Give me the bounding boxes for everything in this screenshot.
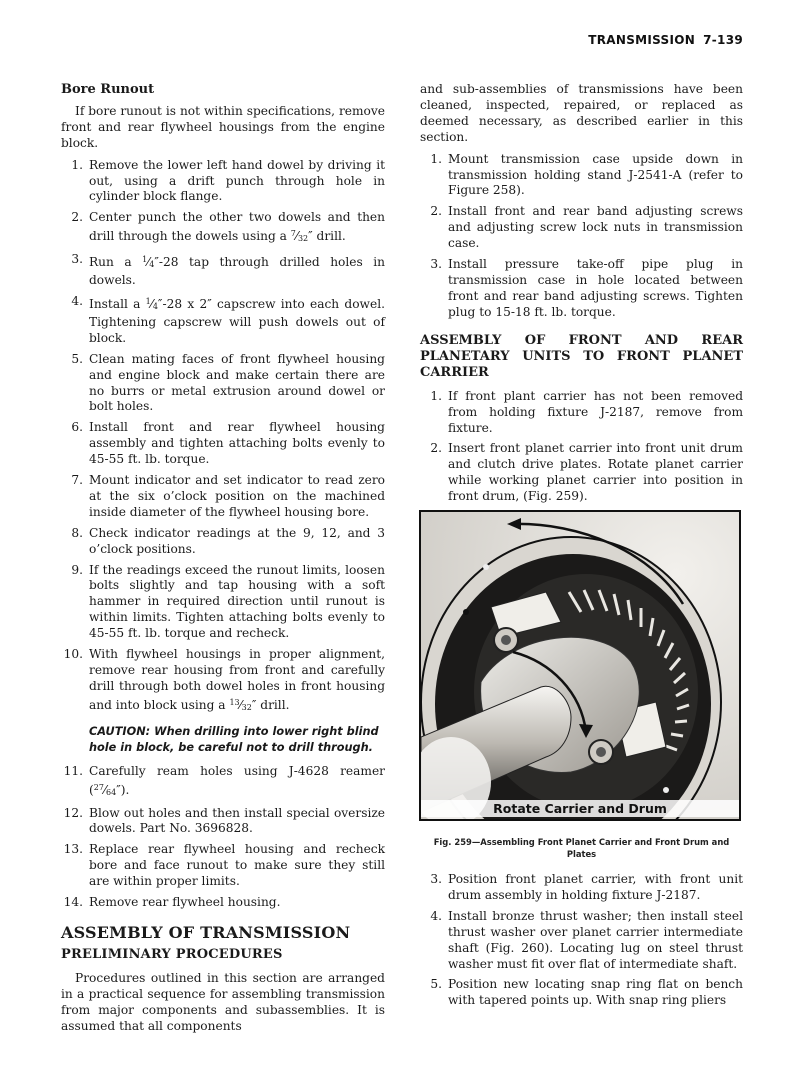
step-number: 7. xyxy=(71,473,83,488)
bore-runout-steps-continued xyxy=(61,764,385,911)
step-text: Carefully ream holes using J-4628 reamer $(^{27}⁄_{64}'')$. xyxy=(89,763,385,797)
fraction-denominator: 32 xyxy=(297,234,309,244)
list-item xyxy=(420,977,743,1009)
step-number: 10. xyxy=(63,647,83,662)
list-item xyxy=(61,473,385,521)
right-column-lower xyxy=(420,872,743,1014)
list-item xyxy=(420,257,743,321)
step-text-segment: Center punch the other two dowels and then drill through the dowels using a xyxy=(89,210,385,244)
list-item xyxy=(61,842,385,890)
section-title: TRANSMISSION xyxy=(588,33,696,47)
preliminary-text: Procedures outlined in this section are arranged in a practical sequence for assembling transmission from major components and subassemblies. It is assumed that all components xyxy=(61,970,385,1033)
step-text-segment: Remove the lower left hand dowel by driving it out, using a drift punch through hole in cylinder block flange. xyxy=(89,157,385,204)
list-item xyxy=(61,420,385,468)
step-number: 4. xyxy=(430,908,442,923)
step-text: If front plant carrier has not been removed from holding fixture J-2187, remove from fixture. xyxy=(448,388,743,435)
step-number: 4. xyxy=(71,293,83,308)
step-number: 9. xyxy=(71,562,83,577)
continuation-text: and sub-assemblies of transmissions have been cleaned, inspected, repaired, or replaced as deemed necessary, as described earlier in this section. xyxy=(420,82,743,144)
bore-runout-intro: If bore runout is not within specifications, remove front and rear flywheel housings from the engine block. xyxy=(61,103,385,150)
step-text-segment: Check indicator readings at the 9, 12, and 3 o’clock positions. xyxy=(89,525,385,556)
step-text-segment: Clean mating faces of front flywheel housing and engine block and make certain there are no burrs or metal extrusion around dowel or bolt holes. xyxy=(89,351,385,414)
step-text-segment: If the readings exceed the runout limits, loosen bolts slightly and tap housing with a soft hammer in required direction until runout is within limits. Tighten attaching bolts evenly to 45-55 ft. lb. torque and recheck. xyxy=(89,562,385,641)
list-item xyxy=(61,764,385,801)
fraction-numerator: 13 xyxy=(229,697,240,707)
planet-carrier-photo xyxy=(421,512,739,819)
step-text xyxy=(89,473,385,519)
step-text-segment: Run a xyxy=(89,255,143,270)
list-item xyxy=(61,647,385,716)
list-item xyxy=(420,909,743,973)
bore-runout-heading: Bore Runout xyxy=(61,82,155,97)
step-text: With flywheel housings in proper alignment, remove rear housing from front and carefully drill through both dowel holes in front housing and into block using a $^{13}⁄_{32}''$ drill. xyxy=(89,647,385,712)
list-item xyxy=(61,526,385,558)
step-text-segment: ″-28 x 2″ capscrew into each dowel. Tightening capscrew will push dowels out of block. xyxy=(89,296,385,345)
step-text xyxy=(89,842,385,888)
step-number: 1. xyxy=(430,388,442,403)
step-text-segment: Remove rear flywheel housing. xyxy=(89,895,281,910)
list-item xyxy=(420,152,743,200)
step-text: Install bronze thrust washer; then install steel thrust washer over planet carrier intermediate shaft (Fig. 260). Locating lug on steel thrust washer must fit over flat of intermediate shaft. xyxy=(448,908,743,971)
fraction-numerator: 1 xyxy=(145,296,151,306)
fraction-denominator: 4 xyxy=(149,260,155,270)
fraction-denominator: 64 xyxy=(106,787,117,797)
figure-caption: Fig. 259—Assembling Front Planet Carrier and Front Drum and Plates xyxy=(433,837,730,859)
fraction-denominator: 32 xyxy=(241,702,252,712)
left-column xyxy=(61,82,385,1040)
fraction-numerator: 7 xyxy=(290,229,296,239)
preliminary-steps xyxy=(420,152,743,321)
step-text: Install front and rear band adjusting screws and adjusting screw lock nuts in transmission case. xyxy=(448,204,743,251)
step-number: 1. xyxy=(71,157,83,172)
figure-259 xyxy=(419,510,741,821)
bore-runout-steps xyxy=(61,158,385,716)
list-item xyxy=(61,294,385,347)
planetary-steps xyxy=(420,389,743,505)
step-text: Center punch the other two dowels and then drill through the dowels using a $^7⁄_{32}''$ drill. xyxy=(89,210,385,244)
step-number: 1. xyxy=(430,151,442,166)
step-text xyxy=(89,563,385,641)
step-text xyxy=(89,420,385,466)
list-item xyxy=(420,441,743,505)
step-text xyxy=(89,158,385,204)
step-text: Run a $^1⁄_4''-28$ tap through drilled holes in dowels. xyxy=(89,255,385,288)
fraction-denominator: 4 xyxy=(152,301,158,311)
step-text xyxy=(89,895,280,909)
step-text: Install a $^1⁄_4''-28$ x 2″ capscrew into each dowel. Tightening capscrew will push dowels out of block. xyxy=(89,296,385,345)
step-text-segment: Mount indicator and set indicator to read zero at the six o’clock position on the machined inside diameter of the flywheel housing bore. xyxy=(89,473,385,519)
right-column xyxy=(420,82,743,510)
step-text: Position front planet carrier, with front unit drum assembly in holding fixture J-2187. xyxy=(448,872,743,902)
step-number: 6. xyxy=(71,420,83,435)
step-text-segment: Install a xyxy=(89,296,146,311)
step-text-segment: Replace rear flywheel housing and recheck bore and face runout to make sure they still are within proper limits. xyxy=(89,842,385,889)
step-text: Position new locating snap ring flat on bench with tapered points up. With snap ring pliers xyxy=(448,977,743,1008)
step-text-segment: ″ drill. xyxy=(308,229,346,244)
step-number: 8. xyxy=(71,525,83,540)
step-text-segment: ″ drill. xyxy=(251,697,290,712)
list-item xyxy=(420,389,743,437)
step-number: 3. xyxy=(71,252,83,267)
step-number: 2. xyxy=(430,441,442,456)
list-item xyxy=(61,352,385,416)
step-number: 5. xyxy=(430,977,442,992)
fraction-numerator: 27 xyxy=(93,782,104,792)
figure-label: Rotate Carrier and Drum xyxy=(421,800,739,817)
step-number: 14. xyxy=(63,895,83,910)
step-text-segment: Carefully ream holes using J-4628 reamer ( xyxy=(89,763,385,797)
step-number: 3. xyxy=(430,257,442,272)
running-head xyxy=(588,33,743,47)
step-number: 2. xyxy=(71,210,83,225)
list-item xyxy=(61,210,385,247)
step-text-segment: With flywheel housings in proper alignment, remove rear housing from front and carefully drill through both dowel holes in front housing and into block using a xyxy=(89,647,385,712)
step-number: 11. xyxy=(63,763,83,778)
step-number: 12. xyxy=(63,805,83,820)
list-item xyxy=(420,872,743,904)
step-number: 5. xyxy=(71,351,83,366)
list-item xyxy=(61,806,385,838)
step-text-segment: Blow out holes and then install special oversize dowels. Part No. 3696828. xyxy=(89,805,385,836)
list-item xyxy=(61,158,385,206)
step-text xyxy=(89,352,385,414)
step-number: 3. xyxy=(430,872,442,886)
step-text-segment: Install front and rear flywheel housing assembly and tighten attaching bolts evenly to 45-55 ft. lb. torque. xyxy=(89,420,385,467)
caution-note: CAUTION: When drilling into lower right blind hole in block, be careful not to drill through. xyxy=(89,724,379,754)
assembly-heading: ASSEMBLY OF TRANSMISSION xyxy=(61,922,351,942)
step-text-segment: ″). xyxy=(116,782,130,797)
step-text: Insert front planet carrier into front unit drum and clutch drive plates. Rotate planet carrier while working planet carrier into position in front drum, (Fig. 259). xyxy=(448,441,743,504)
step-text xyxy=(89,526,385,556)
step-text-segment: ″-28 tap through drilled holes in dowels. xyxy=(89,255,385,288)
step-text xyxy=(89,806,385,836)
step-number: 13. xyxy=(63,842,83,857)
step-text: Mount transmission case upside down in transmission holding stand J-2541-A (refer to Figure 258). xyxy=(448,151,743,198)
step-number: 2. xyxy=(430,204,442,219)
list-item xyxy=(61,252,385,289)
list-item xyxy=(61,895,385,911)
page-number: 7-139 xyxy=(703,33,743,47)
planetary-heading: ASSEMBLY OF FRONT AND REAR PLANETARY UNITS TO FRONT PLANET CARRIER xyxy=(420,332,743,380)
list-item xyxy=(61,563,385,643)
fraction-numerator: 1 xyxy=(142,255,148,265)
list-item xyxy=(420,204,743,252)
preliminary-heading: PRELIMINARY PROCEDURES xyxy=(61,946,283,962)
planetary-steps-continued xyxy=(420,872,743,1009)
step-text: Install pressure take-off pipe plug in transmission case in hole located between front and rear band adjusting screws. Tighten plug to 15-18 ft. lb. torque. xyxy=(448,257,743,319)
